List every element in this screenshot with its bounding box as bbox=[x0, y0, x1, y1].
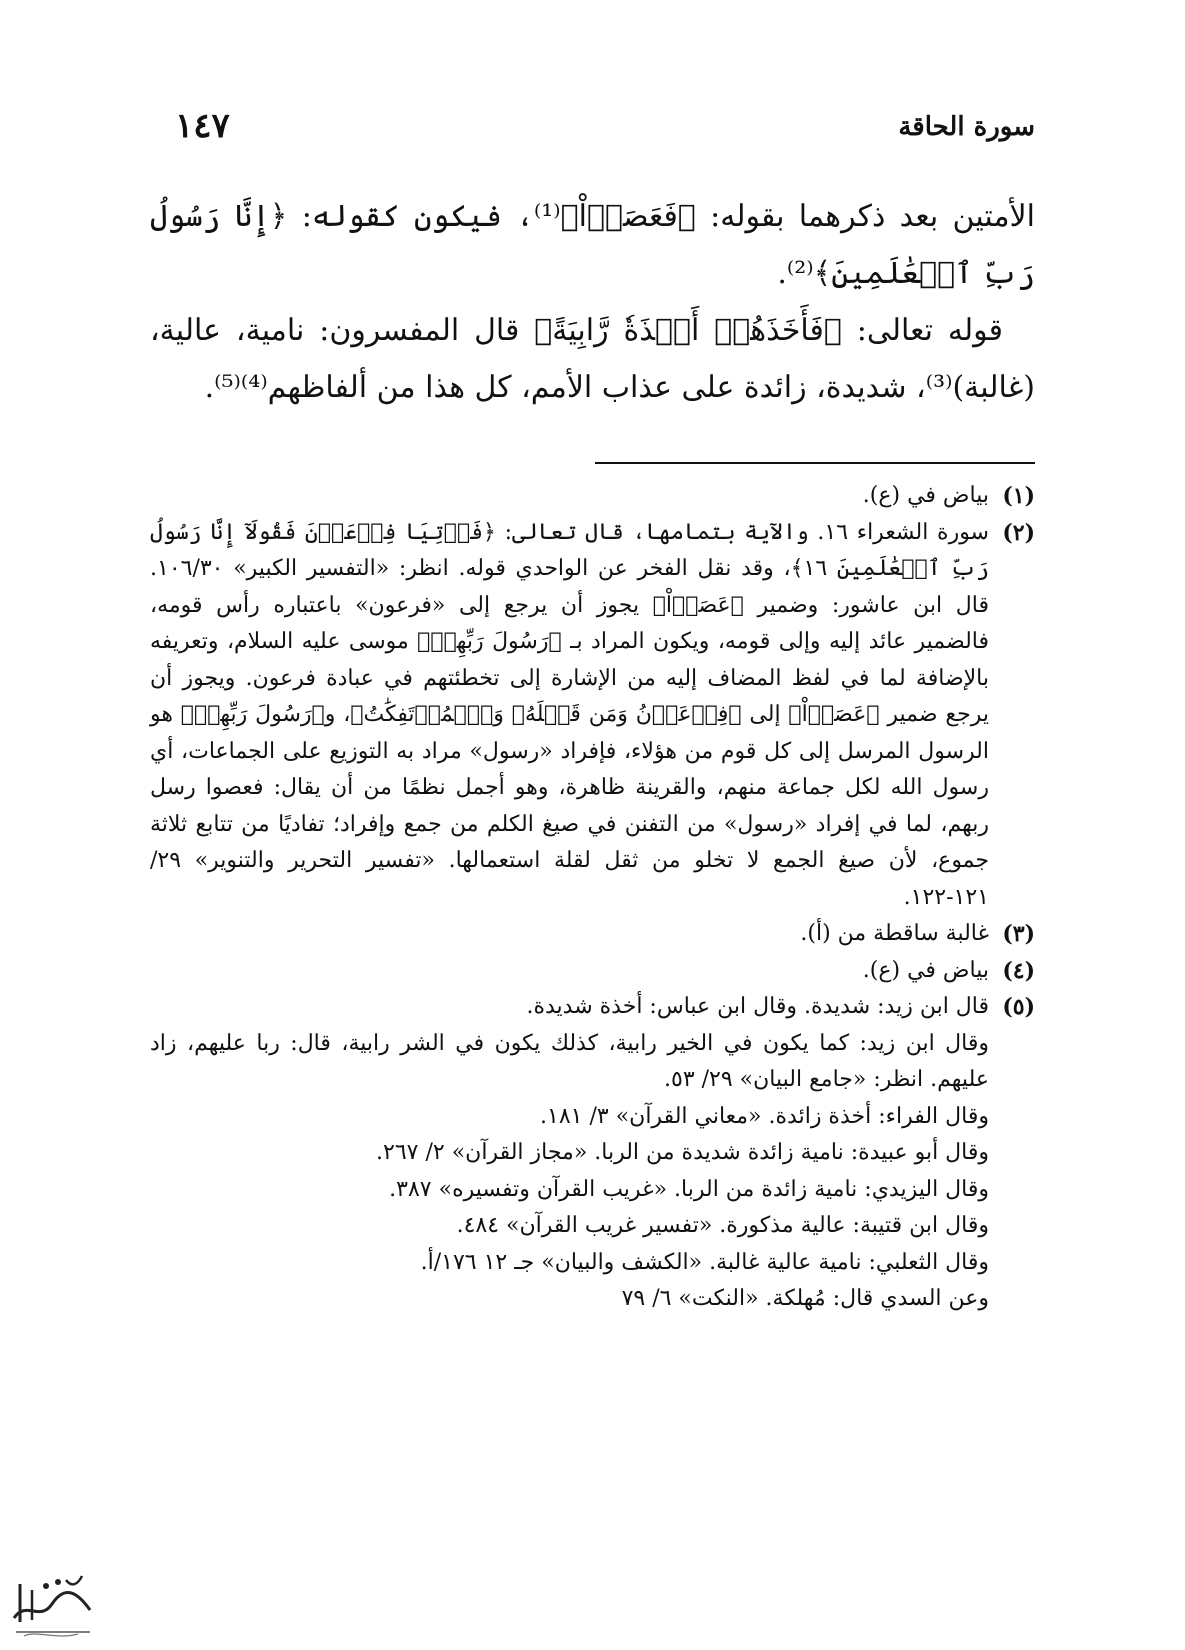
page-number: ١٤٧ bbox=[175, 106, 230, 146]
footnote-text: بياض في (ع). bbox=[862, 957, 989, 983]
footnote-5-line: وقال ابن قتيبة: عالية مذكورة. «تفسير غريب القرآن» ٤٨٤. bbox=[456, 1213, 989, 1238]
footnote-number: (٣) bbox=[1002, 921, 1035, 947]
footnotes bbox=[150, 478, 1035, 1318]
footnote-5 bbox=[150, 989, 1035, 1026]
footnote-number: (٥) bbox=[1002, 994, 1035, 1020]
footnote-number: (٤) bbox=[1002, 957, 1035, 984]
footnote-3 bbox=[150, 916, 1035, 953]
page-header bbox=[175, 106, 1035, 162]
footnote-text: بياض في (ع). bbox=[862, 483, 989, 508]
footnote-1 bbox=[150, 478, 1035, 515]
footnote-text: غالبة ساقطة من (أ). bbox=[800, 921, 989, 946]
surah-title: سورة الحاقة bbox=[898, 112, 1035, 142]
paragraph-2: قوله تعالى: ﴿فَأَخَذَهُمۡ أَخۡذَةٗ رَّابِيَةً﴾ قال المفسرون: نامية، عالية، (غالبة)⁽³⁾، شديدة، زائدة على عذاب الأمم، كل هذا من ألفاظهم⁽⁴⁾⁽⁵⁾. bbox=[150, 313, 1035, 405]
footnote-4 bbox=[150, 953, 1035, 990]
footnote-2 bbox=[150, 515, 1035, 917]
main-text bbox=[150, 188, 1035, 416]
footnote-5-line: وقال الفراء: أخذة زائدة. «معاني القرآن» ٣/ ١٨١. bbox=[540, 1103, 989, 1129]
footnote-5-line: وقال اليزيدي: نامية زائدة من الربا. «غريب القرآن وتفسيره» ٣٨٧. bbox=[389, 1176, 989, 1202]
footnote-number: (١) bbox=[1002, 483, 1035, 509]
footnote-number: (٢) bbox=[1002, 519, 1035, 546]
footnote-text: سورة الشعراء ١٦. والآية بتمامها، قال تعالى: ﴿فَأۡتِيَا فِرۡعَوۡنَ فَقُولَآ إِنَّا رَسُولُ رَبِّ ٱلۡعَٰلَمِينَ ١٦﴾، وقد نقل الفخر عن الواحدي قوله. انظر: «التفسير الكبير» ١٠٦/٣٠. قال ابن عاشور: وضمير ﴿عَصَوۡاْ﴾ يجوز أن يرجع إلى «فرعون» باعتباره رأس قومه، فالضمير عائد إليه وإلى قومه، ويكون المراد بـ ﴿رَسُولَ رَبِّهِمۡ﴾ موسى عليه السلام، وتعريفه بالإضافة لما في لفظ المضاف إليه من الإشارة إلى تخطئتهم في عبادة فرعون. ويجوز أن يرجع ضمير ﴿عَصَوۡاْ﴾ إلى ﴿فِرۡعَوۡنُ وَمَن قَبۡلَهُۥ وَٱلۡمُؤۡتَفِكَٰتُ﴾، و﴿رَسُولَ رَبِّهِمۡ﴾ هو الرسول المرسل إلى كل قوم من هؤلاء، فإفراد «رسول» مراد به التوزيع على الجماعات، أي رسول الله لكل جماعة منهم، والقرينة ظاهرة، وهو أجمل نظمًا من أن يقال: فعصوا رسل ربهم، لما في إفراد «رسول» من التفنن في صيغ الكلم من جمع وإفراد؛ تفاديًا من تتابع ثلاثة جموع، لأن صيغ الجمع لا تخلو من ثقل لقلة استعمالها. «تفسير التحرير والتنوير» ٢٩/ ١٢١-١٢٢. bbox=[150, 519, 989, 910]
footnote-5-line: وقال الثعلبي: نامية عالية غالبة. «الكشف والبيان» جـ ١٢ ١٧٦/أ. bbox=[420, 1249, 989, 1275]
footnote-5-line: وقال أبو عبيدة: نامية زائدة شديدة من الربا. «مجاز القرآن» ٢/ ٢٦٧. bbox=[376, 1140, 989, 1165]
library-stamp-logo bbox=[6, 1560, 98, 1642]
footnote-text: قال ابن زيد: شديدة. وقال ابن عباس: أخذة شديدة. bbox=[526, 994, 989, 1019]
footnote-5-line: وقال ابن زيد: كما يكون في الخير رابية، كذلك يكون في الشر رابية، قال: ربا عليهم، زاد عليهم. انظر: «جامع البيان» ٢٩/ ٥٣. bbox=[150, 1030, 989, 1092]
footnote-divider bbox=[595, 462, 1035, 464]
paragraph-1: الأمتين بعد ذكرهما بقوله: ﴿فَعَصَوۡاْ﴾⁽¹⁾، فيكون كقوله: ﴿إِنَّا رَسُولُ رَبِّ ٱلۡعَٰلَمِينَ﴾⁽²⁾. bbox=[150, 199, 1035, 291]
stamp-icon bbox=[6, 1560, 98, 1642]
footnote-5-line: وعن السدي قال: مُهلكة. «النكت» ٦/ ٧٩ bbox=[621, 1286, 989, 1311]
